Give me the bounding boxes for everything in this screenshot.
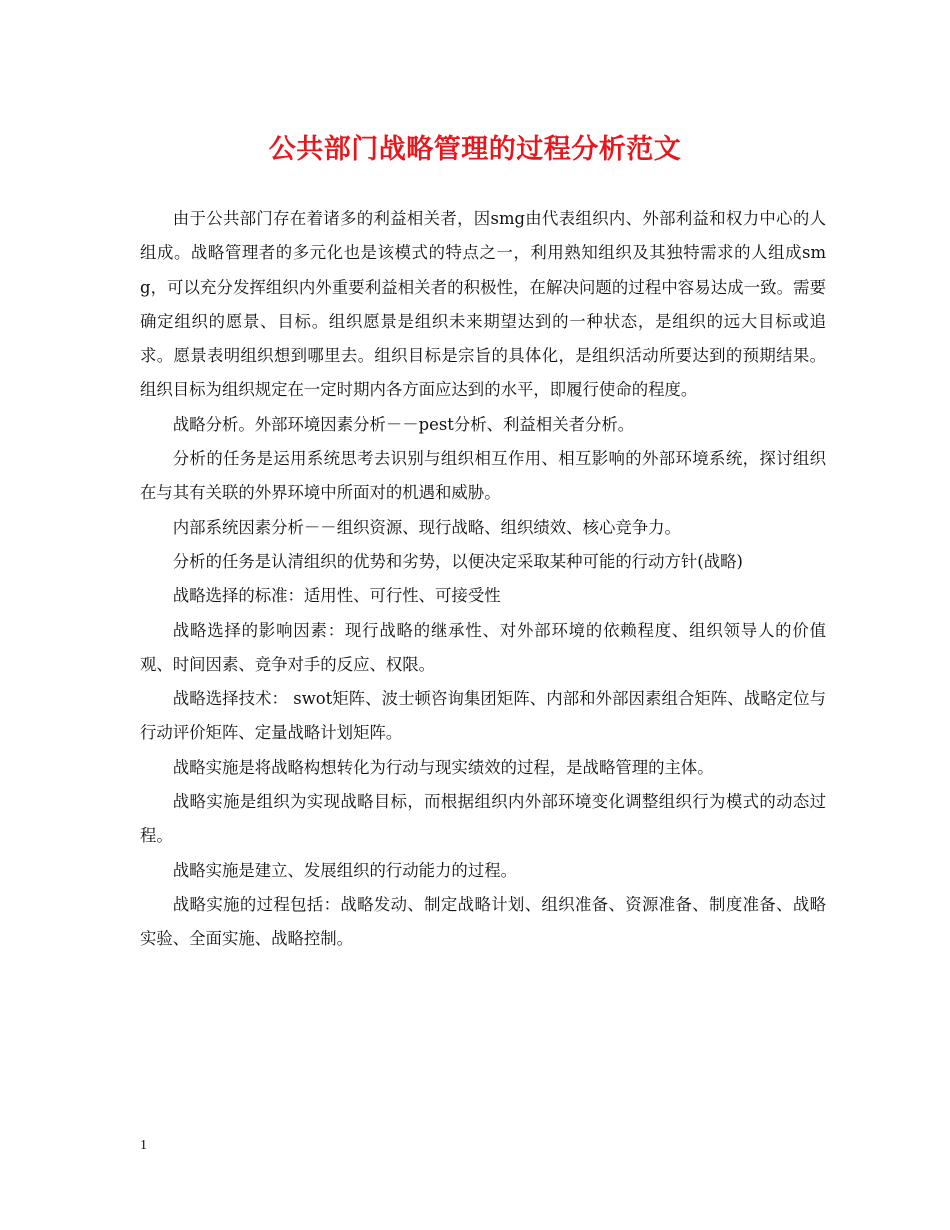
page-number: 1 (140, 1138, 147, 1153)
paragraph: 战略选择技术： swot矩阵、波士顿咨询集团矩阵、内部和外部因素组合矩阵、战略定位与行动评价矩阵、定量战略计划矩阵。 (140, 689, 826, 743)
paragraph: 内部系统因素分析－－组织资源、现行战略、组织绩效、核心竞争力。 (172, 517, 681, 537)
document-body (140, 202, 826, 957)
paragraph: 分析的任务是运用系统思考去识别与组织相互作用、相互影响的外部环境系统，探讨组织在与其有关联的外界环境中所面对的机遇和威胁。 (140, 449, 826, 503)
paragraph: 分析的任务是认清组织的优势和劣势，以便决定采取某种可能的行动方针(战略) (172, 551, 743, 571)
paragraph: 战略选择的影响因素：现行战略的继承性、对外部环境的依赖程度、组织领导人的价值观、时间因素、竞争对手的反应、权限。 (140, 620, 826, 674)
paragraph: 战略实施是组织为实现战略目标，而根据组织内外部环境变化调整组织行为模式的动态过程。 (140, 792, 826, 846)
paragraph: 战略实施是将战略构想转化为行动与现实绩效的过程，是战略管理的主体。 (172, 757, 714, 777)
paragraph: 由于公共部门存在着诸多的利益相关者，因smg由代表组织内、外部利益和权力中心的人组成。战略管理者的多元化也是该模式的特点之一，利用熟知组织及其独特需求的人组成smg，可以充分发挥组织内外重要利益相关者的积极性，在解决问题的过程中容易达成一致。需要确定组织的愿景、目标。组织愿景是组织未来期望达到的一种状态，是组织的远大目标或追求。愿景表明组织想到哪里去。组织目标是宗旨的具体化，是组织活动所要达到的预期结果。组织目标为组织规定在一定时期内各方面应达到的水平，即履行使命的程度。 (140, 209, 826, 400)
paragraph: 战略分析。外部环境因素分析－－pest分析、利益相关者分析。 (172, 414, 635, 434)
document-title: 公共部门战略管理的过程分析范文 (268, 134, 682, 165)
paragraph: 战略选择的标准：适用性、可行性、可接受性 (172, 586, 501, 606)
paragraph: 战略实施是建立、发展组织的行动能力的过程。 (172, 860, 517, 880)
paragraph: 战略实施的过程包括：战略发动、制定战略计划、组织准备、资源准备、制度准备、战略实验、全面实施、战略控制。 (140, 894, 826, 949)
